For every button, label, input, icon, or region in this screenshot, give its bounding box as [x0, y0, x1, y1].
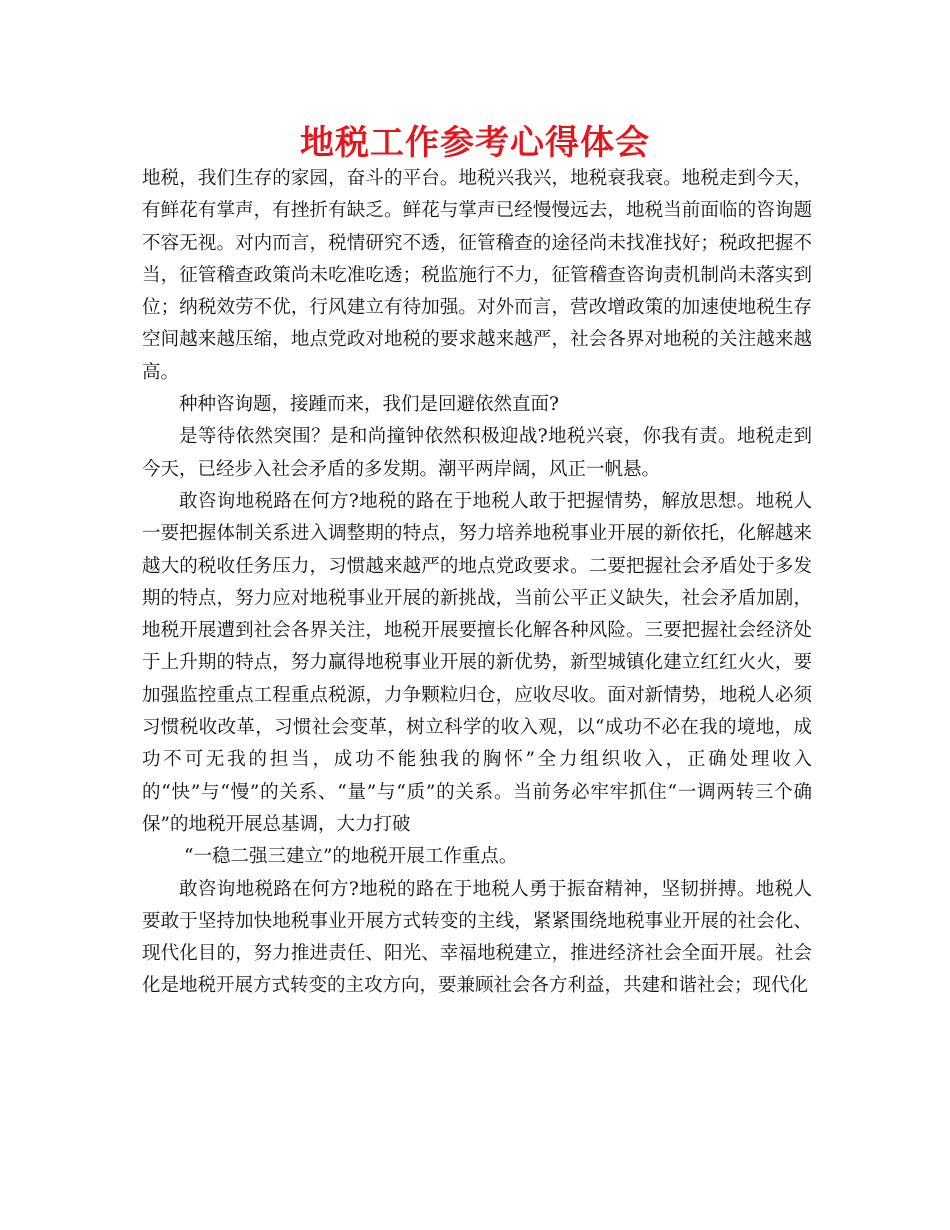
paragraph-5: “一稳二强三建立”的地税开展工作重点。	[184, 846, 518, 868]
paragraph-2: 种种咨询题，接踵而来，我们是回避依然直面?	[179, 394, 559, 416]
paragraph-1: 地税，我们生存的家园，奋斗的平台。地税兴我兴，地税衰我衰。地税走到今天，有鲜花有掌声，有挫折有缺乏。鲜花与掌声已经慢慢远去，地税当前面临的咨询题不容无视。对内而言，税情研究不透，征管稽查的途径尚未找准找好；税政把握不当，征管稽查政策尚未吃准吃透；税监施行不力，征管稽查咨询责机制尚未落实到位；纳税效劳不优，行风建立有待加强。对外而言，营改增政策的加速使地税生存空间越来越压缩，地点党政对地税的要求越来越严，社会各界对地税的关注越来越高。	[142, 168, 812, 383]
document-body	[142, 163, 812, 1003]
paragraph-6: 敢咨询地税路在何方?地税的路在于地税人勇于振奋精神，坚韧拼搏。地税人要敢于坚持加快地税事业开展方式转变的主线，紧紧围绕地税事业开展的社会化、现代化目的，努力推进责任、阳光、幸福地税建立，推进经济社会全面开展。社会化是地税开展方式转变的主攻方向，要兼顾社会各方利益，共建和谐社会；现代化	[142, 878, 812, 997]
paragraph-4: 敢咨询地税路在何方?地税的路在于地税人敢于把握情势，解放思想。地税人一要把握体制关系进入调整期的特点，努力培养地税事业开展的新依托，化解越来越大的税收任务压力，习惯越来越严的地点党政要求。二要把握社会矛盾处于多发期的特点，努力应对地税事业开展的新挑战，当前公平正义缺失，社会矛盾加剧，地税开展遭到社会各界关注，地税开展要擅长化解各种风险。三要把握社会经济处于上升期的特点，努力赢得地税事业开展的新优势，新型城镇化建立红红火火，要加强监控重点工程重点税源，力争颗粒归仓，应收尽收。面对新情势，地税人必须习惯税收改革，习惯社会变革，树立科学的收入观，以“成功不必在我的境地，成功不可无我的担当，成功不能独我的胸怀”全力组织收入，正确处理收入的“快”与“慢”的关系、“量”与“质”的关系。当前务必牢牢抓住“一调两转三个确保”的地税开展总基调，大力打破	[142, 490, 812, 835]
document-title: 地税工作参考心得体会	[300, 123, 650, 163]
paragraph-3: 是等待依然突围？是和尚撞钟依然积极迎战?地税兴衰，你我有责。地税走到今天，已经步入社会矛盾的多发期。潮平两岸阔，风正一帆悬。	[142, 426, 812, 480]
